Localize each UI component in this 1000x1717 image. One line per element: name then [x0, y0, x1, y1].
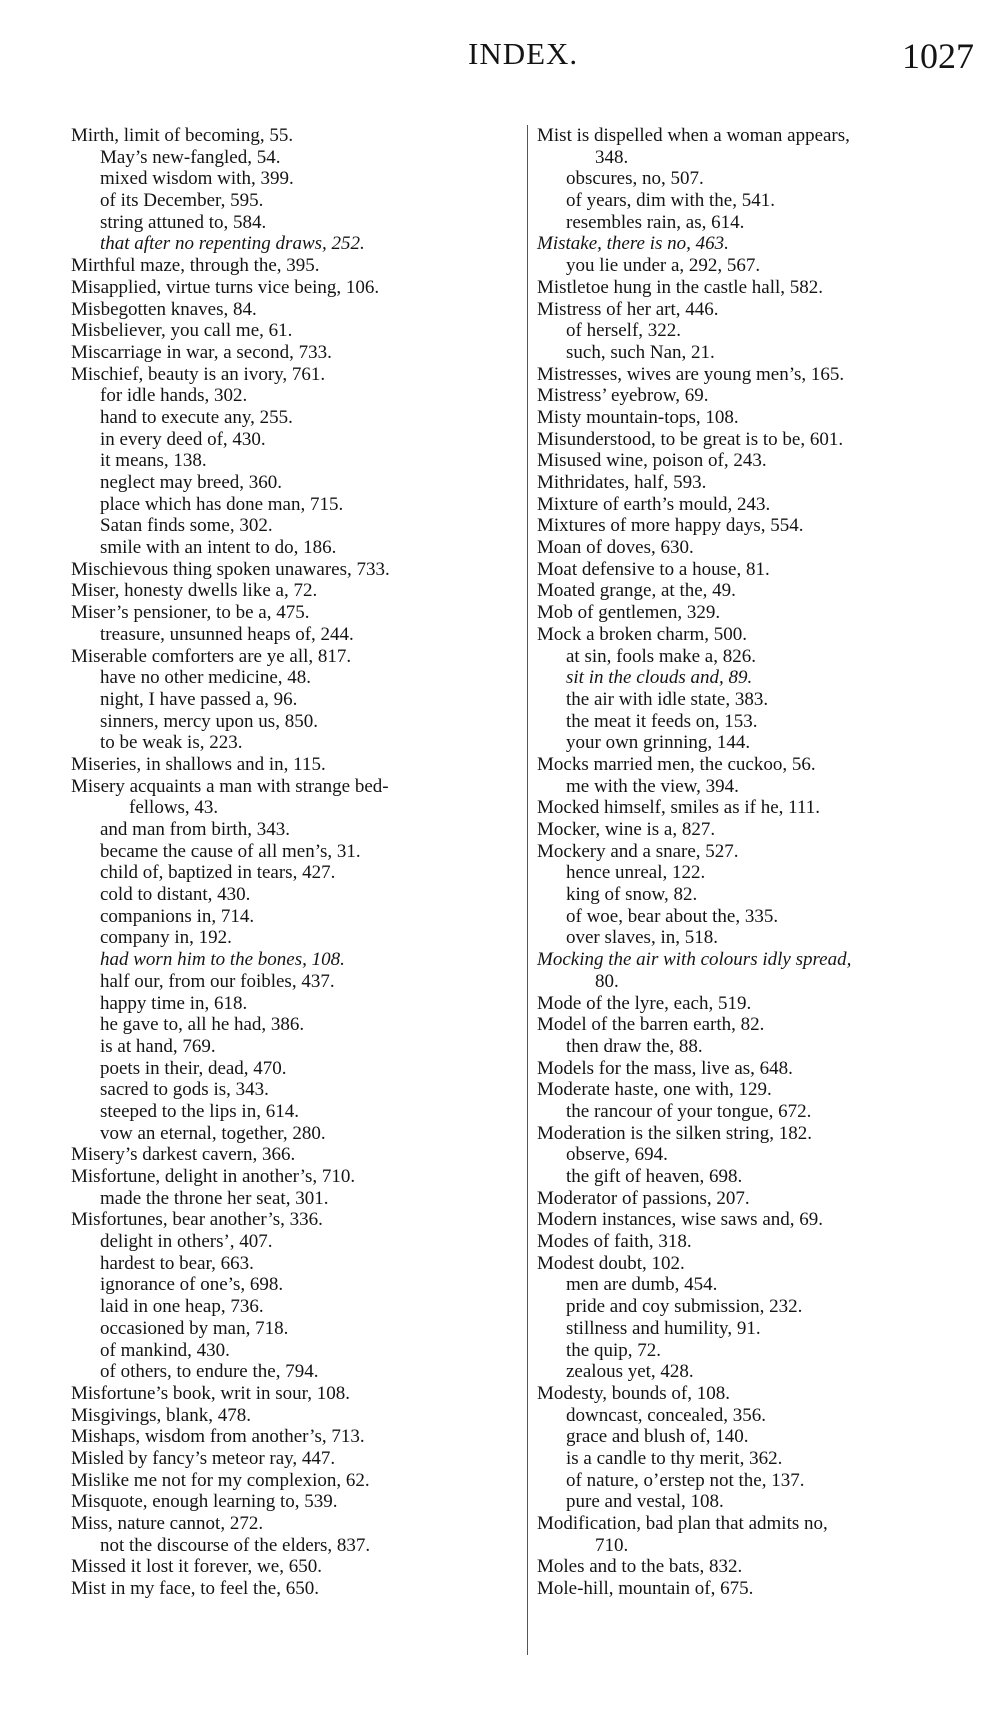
- index-continuation: 348.: [595, 146, 629, 168]
- index-heading: Misty mountain-tops, 108.: [537, 406, 739, 428]
- index-subentry: you lie under a, 292, 567.: [566, 255, 761, 277]
- index-subentry: the air with idle state, 383.: [566, 688, 769, 710]
- index-subentry: it means, 138.: [100, 450, 207, 472]
- index-continuation: 80.: [595, 970, 619, 992]
- index-subentry: neglect may breed, 360.: [100, 472, 283, 493]
- index-subentry: and man from birth, 343.: [100, 819, 290, 840]
- index-heading: Mocked himself, smiles as if he, 111.: [537, 797, 821, 819]
- index-heading: Modern instances, wise saws and, 69.: [537, 1209, 824, 1231]
- index-subentry: occasioned by man, 718.: [100, 1317, 289, 1339]
- index-subentry: stillness and humility, 91.: [566, 1317, 761, 1339]
- index-heading: Misquote, enough learning to, 539.: [71, 1491, 338, 1513]
- index-subentry: half our, from our foibles, 437.: [100, 970, 335, 992]
- index-heading: Mishaps, wisdom from another’s, 713.: [71, 1426, 365, 1448]
- index-heading: Miser’s pensioner, to be a, 475.: [71, 602, 310, 624]
- index-subentry: of years, dim with the, 541.: [566, 190, 775, 212]
- index-heading: Misfortune, delight in another’s, 710.: [71, 1166, 356, 1187]
- index-heading: Modes of faith, 318.: [537, 1231, 692, 1253]
- index-subentry: zealous yet, 428.: [566, 1361, 694, 1383]
- index-heading: Miser, honesty dwells like a, 72.: [71, 580, 318, 602]
- index-heading: Mist is dispelled when a woman appears,: [537, 125, 850, 146]
- index-continuation: 710.: [595, 1534, 629, 1556]
- index-heading: Mirthful maze, through the, 395.: [71, 255, 320, 277]
- index-subentry: at sin, fools make a, 826.: [566, 645, 756, 667]
- index-subentry: mixed wisdom with, 399.: [100, 168, 294, 190]
- index-subentry: men are dumb, 454.: [566, 1274, 718, 1296]
- index-heading: Model of the barren earth, 82.: [537, 1014, 765, 1036]
- index-subentry: poets in their, dead, 470.: [100, 1057, 287, 1079]
- index-subentry: became the cause of all men’s, 31.: [100, 840, 361, 862]
- index-subentry: of mankind, 430.: [100, 1339, 230, 1361]
- index-heading: Misbegotten knaves, 84.: [71, 298, 257, 320]
- index-heading: Misery acquaints a man with strange bed-: [71, 775, 389, 797]
- index-subentry: of its December, 595.: [100, 190, 264, 212]
- index-subentry: hand to execute any, 255.: [100, 406, 293, 428]
- index-heading: Modest doubt, 102.: [537, 1252, 685, 1274]
- running-title: INDEX.: [468, 36, 579, 71]
- index-subentry: such, such Nan, 21.: [566, 341, 715, 363]
- index-subentry: resembles rain, as, 614.: [566, 211, 745, 233]
- index-subentry: Satan finds some, 302.: [100, 515, 273, 537]
- index-heading: Moderation is the silken string, 182.: [537, 1122, 812, 1144]
- index-heading: Miscarriage in war, a second, 733.: [71, 341, 332, 363]
- index-heading: Misapplied, virtue turns vice being, 106.: [71, 276, 380, 298]
- column-divider: [527, 125, 528, 1655]
- index-heading: Misgivings, blank, 478.: [71, 1404, 251, 1426]
- index-subentry: had worn him to the bones, 108.: [100, 949, 345, 971]
- index-heading: Mistress’ eyebrow, 69.: [537, 385, 709, 407]
- index-subentry: of herself, 322.: [566, 320, 682, 342]
- index-subentry: the rancour of your tongue, 672.: [566, 1100, 812, 1122]
- index-subentry: delight in others’, 407.: [100, 1231, 273, 1253]
- index-subentry: of others, to endure the, 794.: [100, 1361, 319, 1383]
- index-heading: Mislike me not for my complexion, 62.: [71, 1469, 370, 1491]
- index-subentry: then draw the, 88.: [566, 1035, 703, 1057]
- index-subentry: king of snow, 82.: [566, 884, 698, 906]
- index-subentry: place which has done man, 715.: [100, 493, 344, 515]
- index-subentry: steeped to the lips in, 614.: [100, 1100, 299, 1122]
- index-subentry: string attuned to, 584.: [100, 211, 267, 233]
- index-subentry: night, I have passed a, 96.: [100, 688, 298, 710]
- index-subentry: that after no repenting draws, 252.: [100, 233, 365, 255]
- index-heading: Mocking the air with colours idly spread,: [537, 949, 852, 971]
- index-heading: Mistress of her art, 446.: [537, 298, 719, 320]
- index-subentry: is a candle to thy merit, 362.: [566, 1447, 783, 1469]
- index-subentry: to be weak is, 223.: [100, 732, 243, 754]
- index-heading: Mocks married men, the cuckoo, 56.: [537, 753, 816, 775]
- index-subentry: have no other medicine, 48.: [100, 667, 312, 689]
- index-heading: Misunderstood, to be great is to be, 601.: [537, 428, 844, 450]
- index-heading: Mistletoe hung in the castle hall, 582.: [537, 276, 824, 298]
- index-subentry: pure and vestal, 108.: [566, 1491, 724, 1513]
- index-heading: Miserable comforters are ye all, 817.: [71, 645, 352, 667]
- index-heading: Mixture of earth’s mould, 243.: [537, 493, 771, 515]
- index-subentry: your own grinning, 144.: [566, 732, 751, 754]
- index-continuation: fellows, 43.: [129, 797, 219, 819]
- index-subentry: made the throne her seat, 301.: [100, 1187, 329, 1209]
- index-subentry: pride and coy submission, 232.: [566, 1296, 803, 1318]
- index-heading: Mirth, limit of becoming, 55.: [71, 125, 294, 146]
- index-heading: Mixtures of more happy days, 554.: [537, 515, 804, 537]
- index-heading: Mockery and a snare, 527.: [537, 840, 739, 862]
- index-heading: Mole-hill, mountain of, 675.: [537, 1578, 754, 1600]
- index-subentry: hence unreal, 122.: [566, 862, 706, 884]
- index-subentry: me with the view, 394.: [566, 775, 739, 797]
- index-subentry: sacred to gods is, 343.: [100, 1079, 269, 1101]
- index-subentry: not the discourse of the elders, 837.: [100, 1534, 371, 1556]
- index-subentry: ignorance of one’s, 698.: [100, 1274, 284, 1296]
- index-heading: Misled by fancy’s meteor ray, 447.: [71, 1447, 336, 1469]
- index-heading: Moles and to the bats, 832.: [537, 1556, 743, 1578]
- index-subentry: treasure, unsunned heaps of, 244.: [100, 623, 354, 645]
- index-subentry: cold to distant, 430.: [100, 884, 251, 906]
- index-subentry: smile with an intent to do, 186.: [100, 537, 337, 559]
- index-subentry: the meat it feeds on, 153.: [566, 710, 758, 732]
- index-subentry: companions in, 714.: [100, 905, 255, 927]
- index-subentry: he gave to, all he had, 386.: [100, 1014, 305, 1036]
- index-heading: Misfortune’s book, writ in sour, 108.: [71, 1382, 350, 1404]
- index-heading: Moderator of passions, 207.: [537, 1187, 750, 1209]
- index-subentry: of nature, o’erstep not the, 137.: [566, 1469, 805, 1491]
- index-heading: Mischief, beauty is an ivory, 761.: [71, 363, 326, 385]
- index-heading: Misbeliever, you call me, 61.: [71, 320, 293, 342]
- index-heading: Mocker, wine is a, 827.: [537, 819, 716, 840]
- index-subentry: is at hand, 769.: [100, 1035, 216, 1057]
- index-subentry: company in, 192.: [100, 927, 232, 949]
- index-heading: Missed it lost it forever, we, 650.: [71, 1556, 322, 1578]
- index-subentry: May’s new-fangled, 54.: [100, 146, 281, 168]
- index-subentry: in every deed of, 430.: [100, 428, 266, 450]
- index-heading: Models for the mass, live as, 648.: [537, 1057, 793, 1079]
- index-subentry: for idle hands, 302.: [100, 385, 248, 407]
- index-subentry: downcast, concealed, 356.: [566, 1404, 766, 1426]
- index-subentry: observe, 694.: [566, 1144, 668, 1166]
- index-heading: Moat defensive to a house, 81.: [537, 558, 770, 580]
- index-subentry: vow an eternal, together, 280.: [100, 1122, 326, 1144]
- index-column-right: [537, 125, 985, 1600]
- index-heading: Mistresses, wives are young men’s, 165.: [537, 363, 845, 385]
- index-heading: Moderate haste, one with, 129.: [537, 1079, 772, 1101]
- index-subentry: hardest to bear, 663.: [100, 1252, 254, 1274]
- index-subentry: grace and blush of, 140.: [566, 1426, 749, 1448]
- index-subentry: sit in the clouds and, 89.: [566, 667, 753, 689]
- index-heading: Mithridates, half, 593.: [537, 472, 707, 493]
- index-heading: Moan of doves, 630.: [537, 537, 694, 559]
- index-heading: Modesty, bounds of, 108.: [537, 1382, 730, 1404]
- index-heading: Misused wine, poison of, 243.: [537, 450, 767, 472]
- index-subentry: the gift of heaven, 698.: [566, 1166, 743, 1187]
- index-subentry: sinners, mercy upon us, 850.: [100, 710, 318, 732]
- index-heading: Mob of gentlemen, 329.: [537, 602, 721, 624]
- index-heading: Mock a broken charm, 500.: [537, 623, 747, 645]
- index-subentry: laid in one heap, 736.: [100, 1296, 264, 1318]
- page-number: 1027: [902, 36, 974, 76]
- index-subentry: over slaves, in, 518.: [566, 927, 718, 949]
- index-column-left: [71, 125, 517, 1600]
- index-subentry: of woe, bear about the, 335.: [566, 905, 779, 927]
- index-subentry: obscures, no, 507.: [566, 168, 704, 190]
- index-heading: Miseries, in shallows and in, 115.: [71, 753, 326, 775]
- index-heading: Modification, bad plan that admits no,: [537, 1513, 828, 1534]
- index-heading: Misfortunes, bear another’s, 336.: [71, 1209, 323, 1231]
- index-subentry: happy time in, 618.: [100, 992, 248, 1014]
- index-heading: Miss, nature cannot, 272.: [71, 1513, 264, 1534]
- index-heading: Moated grange, at the, 49.: [537, 580, 736, 602]
- index-heading: Misery’s darkest cavern, 366.: [71, 1144, 296, 1166]
- index-heading: Mistake, there is no, 463.: [537, 233, 729, 255]
- index-heading: Mischievous thing spoken unawares, 733.: [71, 558, 390, 580]
- index-heading: Mode of the lyre, each, 519.: [537, 992, 752, 1014]
- index-subentry: child of, baptized in tears, 427.: [100, 862, 336, 884]
- index-heading: Mist in my face, to feel the, 650.: [71, 1578, 319, 1600]
- index-subentry: the quip, 72.: [566, 1339, 661, 1361]
